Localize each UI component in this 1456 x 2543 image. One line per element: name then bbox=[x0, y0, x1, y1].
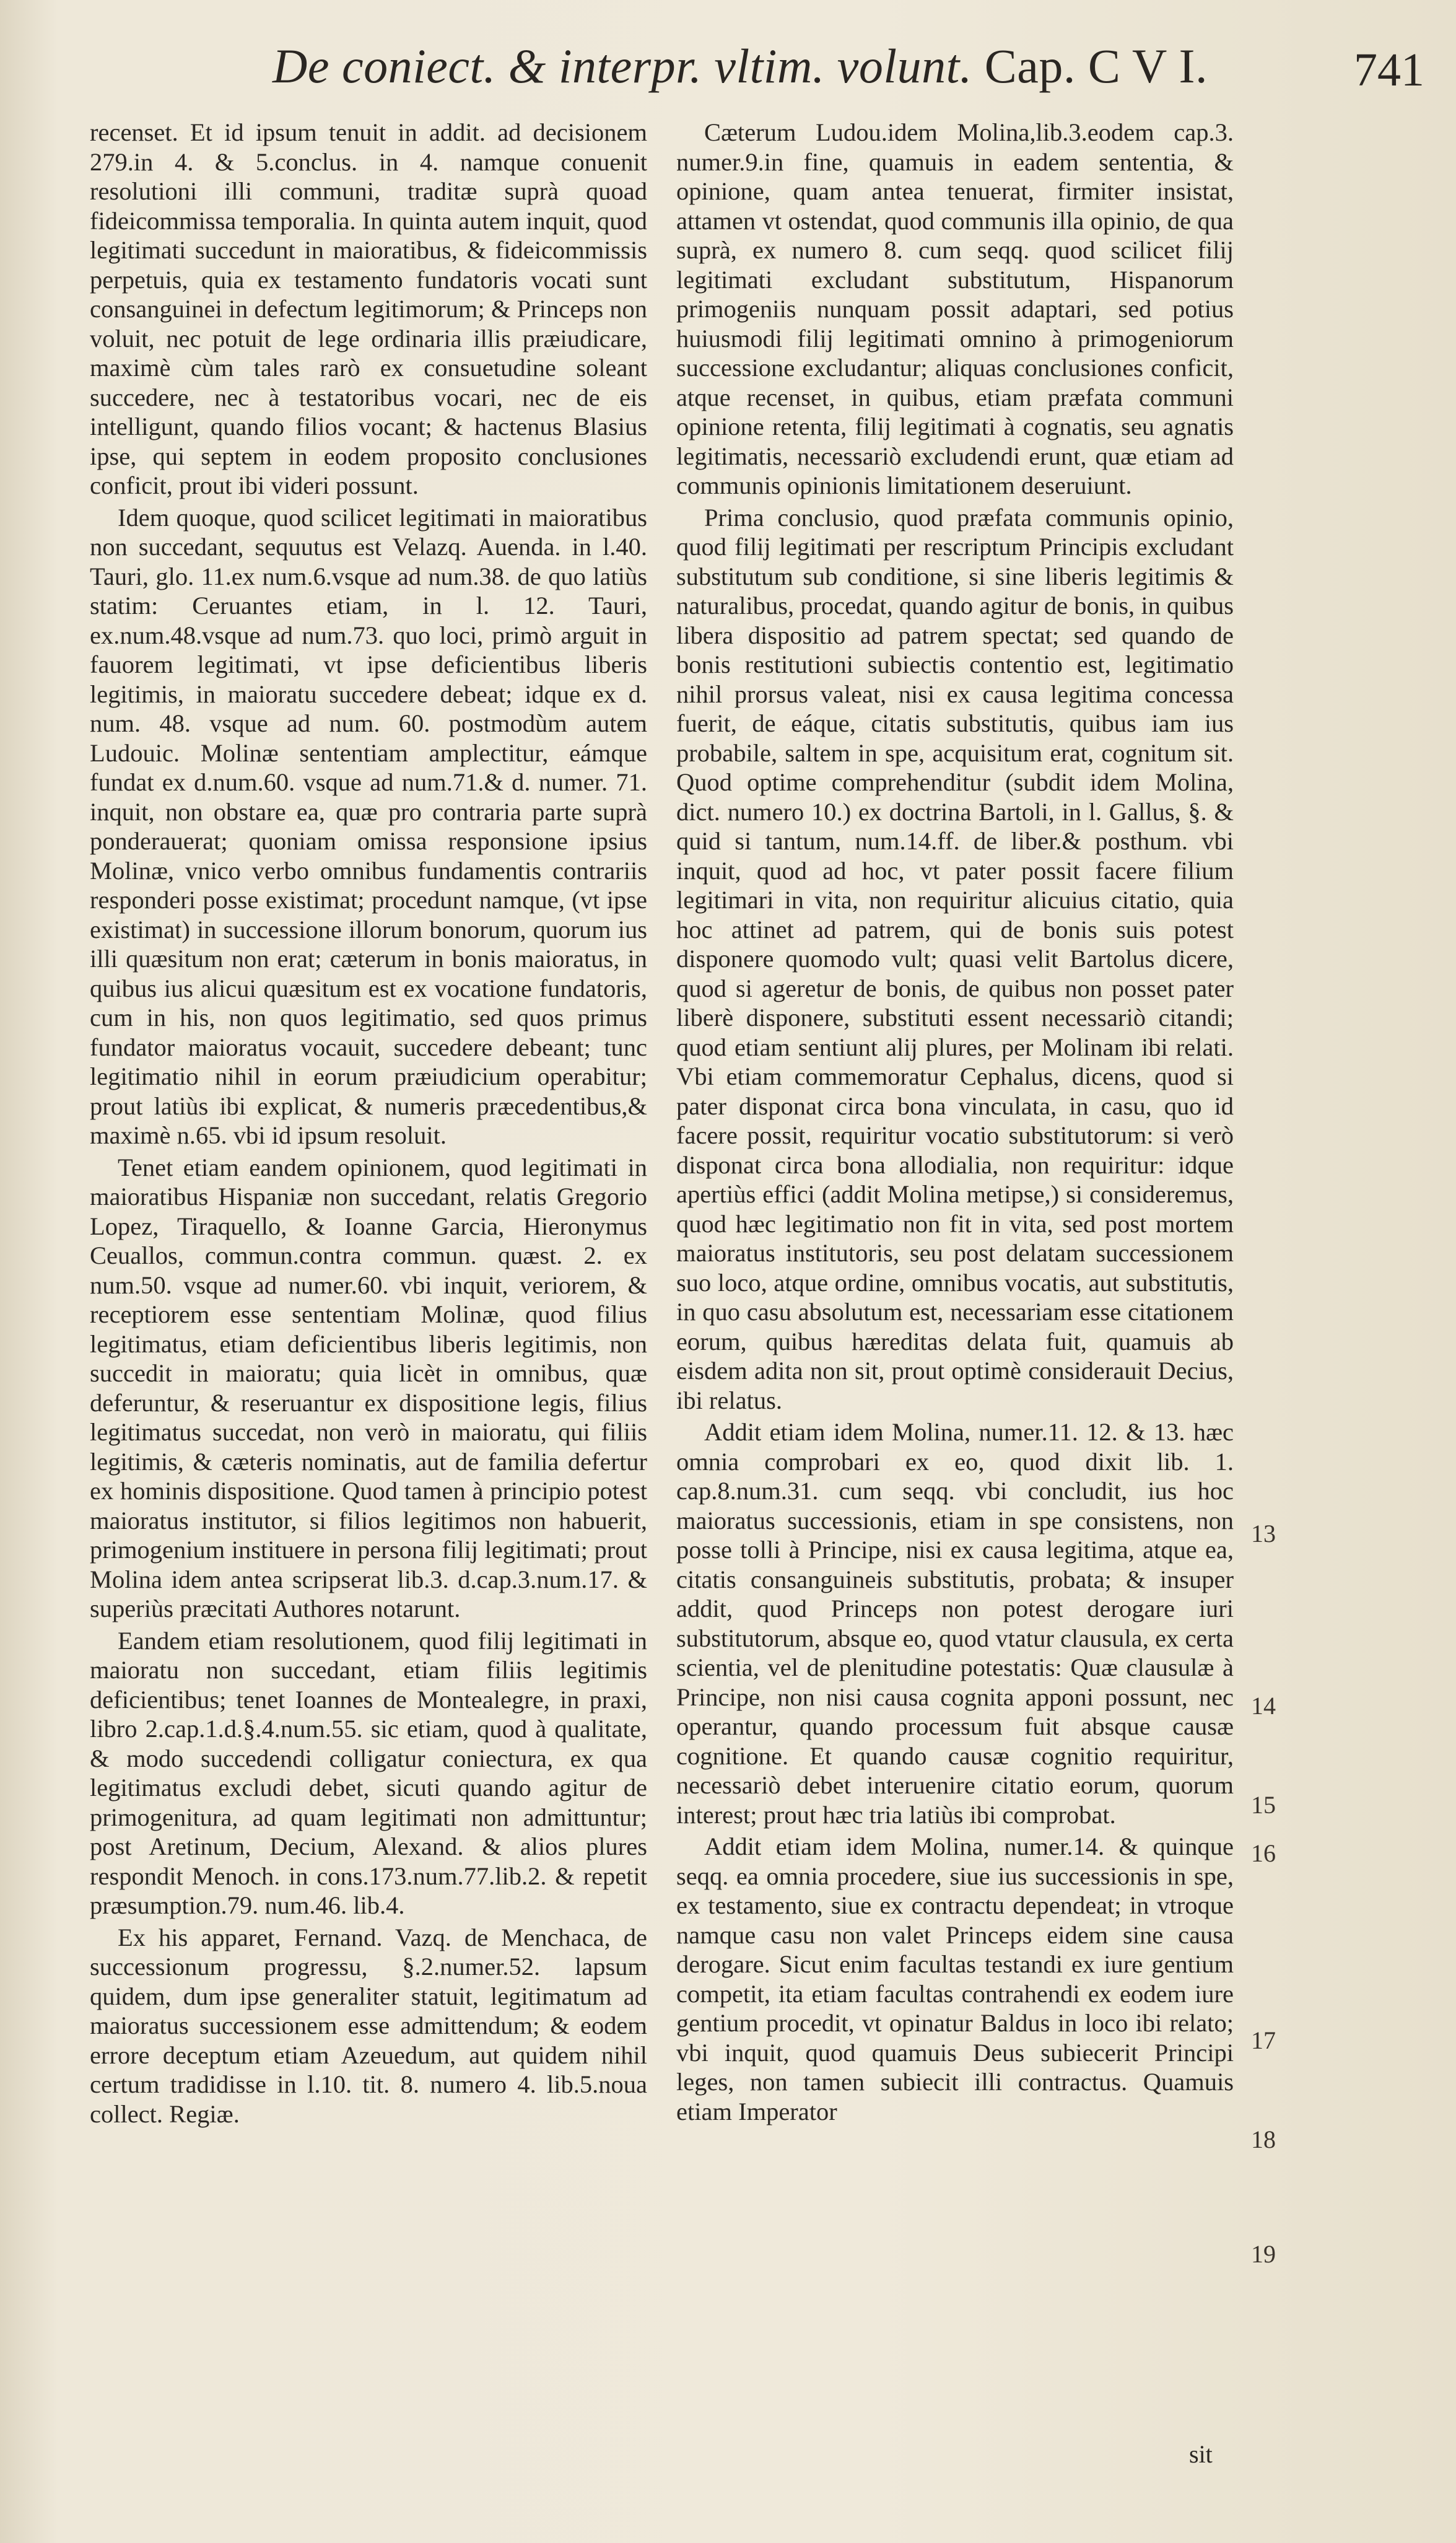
running-head-title: De coniect. & interpr. vltim. volunt. bbox=[272, 39, 972, 93]
margin-number: 17 bbox=[1251, 2026, 1276, 2054]
paragraph: Idem quoque, quod scilicet legitimati in maioratibus non succedant, sequutus est Velazq. Auenda. in l.40. Tauri, glo. 11.ex num.6.vsque ad num.38. de quo latiùs statim: Ceruantes etiam, in l. 12. Tauri, ex.num.48.vsque ad num.73. quo loci, primò arguit in fauorem legitimati, vt ipse deficientibus liberis legitimis, in maioratu succedere debeat; idque ex d. num. 48. vsque ad num. 60. postmodùm autem Ludouic. Molinæ sententiam amplectitur, eámque fundat ex d.num.60. vsque ad num.71.& d. numer. 71. inquit, non obstare ea, quæ pro contraria parte suprà ponderauerat; quoniam omissa responsione ipsius Molinæ, vnico verbo omnibus fundamentis contrariis responderi posse existimat; procedunt namque, (vt ipse existimat) in successione illorum bonorum, quorum ius illi quæsitum non erat; cæterum in bonis maioratus, in quibus ius alicui quæsitum est ex vocatione fundatoris, cum in his, non quos legitimatio, sed quos primus fundator maioratus vocauit, succedere debeant; tunc legitimatio nihil in eorum præiudicium operabitur; prout latiùs ibi explicat, & numeris præcedentibus,& maximè n.65. vbi id ipsum resoluit. bbox=[90, 503, 647, 1149]
running-head bbox=[272, 38, 1208, 94]
paragraph: Eandem etiam resolutionem, quod filij legitimati in maioratu non succedant, etiam filiis legitimis deficientibus; tenet Ioannes de Montealegre, in praxi, libro 2.cap.1.d.§.4.num.55. sic etiam, quod à qualitate, & modo succedendi colligatur coniectura, ex qua legitimatus excludi debet, sicuti quando agitur de primogenitura, ad quam legitimati non admittuntur; post Aretinum, Decium, Alexand. & alios plures respondit Menoch. in cons.173.num.77.lib.2. & repetit præsumption.79. num.46. lib.4. bbox=[90, 1626, 647, 1919]
catchword: sit bbox=[1189, 2440, 1213, 2468]
paragraph: recenset. Et id ipsum tenuit in addit. ad decisionem 279.in 4. & 5.conclus. in 4. namque conuenit resolutioni illi communi, traditæ suprà quoad fideicommissa temporalia. In quinta autem inquit, quod legitimati succedunt in maioratibus, & fideicommissis perpetuis, quia ex testamento fundatoris vocati sunt consanguinei in defectum legitimorum; & Princeps non voluit, nec potuit de lege ordinaria illis præiudicare, maximè cùm tales rarò ex consuetudine soleant succedere, nec à testatoribus vocari, nec de eis intelligunt, quando filios vocant; & hactenus Blasius ipse, qui septem in eodem proposito conclusiones conficit, prout ibi videri possunt. bbox=[90, 118, 647, 499]
page-number: 741 bbox=[1354, 44, 1424, 96]
right-column bbox=[676, 118, 1234, 2129]
paragraph: Prima conclusio, quod præfata communis opinio, quod filij legitimati per rescriptum Principis excludant substitutum sub conditione, si sine liberis legitimis & naturalibus, procedat, quando agitur de bonis, in quibus libera dispositio ad patrem spectat; sed quando de bonis restitutioni subiectis contentio est, legitimatio nihil prorsus valeat, nisi ex causa legitima concessa fuerit, de eáque, citatis substitutis, quibus iam ius probabile, saltem in spe, acquisitum erat, cognitum sit. Quod optime comprehenditur (subdit idem Molina, dict. numero 10.) ex doctrina Bartoli, in l. Gallus, §. & quid si tantum, num.14.ff. de liber.& posthum. vbi inquit, quod ad hoc, vt pater possit facere filium legitimari in vita, non requiritur alicuius citatio, quia hoc attinet ad patrem, qui de bonis suis potest disponere quomodo vult; quasi velit Bartolus dicere, quod si ageretur de bonis, de quibus non posset pater liberè disponere, substituti essent necessariò citandi; quod etiam sentiunt alij plures, per Molinam ibi relati. Vbi etiam commemoratur Cephalus, dicens, quod si pater disponat circa bona vinculata, in casu, quo id facere possit, requiritur vocatio substitutorum: si verò disponat circa bona allodialia, non requiritur: idque apertiùs effici (addit Molina metipse,) si consideremus, quod hæc legitimatio non fit in vita, sed post mortem maioratus institutoris, seu post delatam successionem suo loco, atque ordine, omnibus vocatis, aut substitutis, in quo casu absolutum est, necessariam esse citationem eorum, quibus hæreditas delata fuit, quamuis ab eisdem adita non sit, prout optimè considerauit Decius, ibi relatus. bbox=[676, 503, 1234, 1414]
margin-number: 14 bbox=[1251, 1692, 1276, 1720]
running-head-chapter: Cap. C V I. bbox=[984, 39, 1208, 93]
page-header bbox=[272, 38, 1424, 107]
margin-number: 13 bbox=[1251, 1520, 1276, 1547]
margin-number: 19 bbox=[1251, 2240, 1276, 2268]
paragraph: Ex his apparet, Fernand. Vazq. de Menchaca, de successionum progressu, §.2.numer.52. lapsum quidem, dum ipse generaliter statuit, legitimatum ad maioratus successionem esse admittendum; & eodem errore deceptum etiam Azeuedum, aut quidem nihil certum tradidisse in l.10. tit. 8. numero 4. lib.5.noua collect. Regiæ. bbox=[90, 1923, 647, 2128]
margin-number: 16 bbox=[1251, 1839, 1276, 1867]
paragraph: Cæterum Ludou.idem Molina,lib.3.eodem cap.3. numer.9.in fine, quamuis in eadem sententia, & opinione, quam antea tenuerat, firmiter insistat, attamen vt ostendat, quod communis illa opinio, de qua suprà, ex numero 8. cum seqq. quod scilicet filij legitimati excludant substitutum, Hispanorum primogeniis nunquam possit adaptari, sed potius huiusmodi filij legitimati omnino à primogeniorum successione excludantur; aliquas conclusiones conficit, atque recenset, in quibus, etiam præfata communi opinione retenta, filij legitimati à cognatis, seu agnatis legitimatis, necessariò excludendi erunt, quæ etiam ad communis opinionis limitationem deseruiunt. bbox=[676, 118, 1234, 499]
margin-number: 18 bbox=[1251, 2125, 1276, 2153]
left-column bbox=[90, 118, 647, 2131]
paragraph: Addit etiam idem Molina, numer.14. & quinque seqq. ea omnia procedere, siue ius successionis in spe, ex testamento, siue ex contractu dependeat; in vtroque namque casu non valet Princeps eidem sine causa derogare. Sicut enim facultas testandi ex iure gentium competit, ita etiam facultas contrahendi ex eodem iure gentium procedit, vt opinatur Baldus in loco ibi relato; vbi inquit, quod quamuis Deus subiecerit Principi leges, non tamen subiecit illi contractus. Quamuis etiam Imperator bbox=[676, 1832, 1234, 2125]
paragraph: Tenet etiam eandem opinionem, quod legitimati in maioratibus Hispaniæ non succedant, relatis Gregorio Lopez, Tiraquello, & Ioanne Garcia, Hieronymus Ceuallos, commun.contra commun. quæst. 2. ex num.50. vsque ad numer.60. vbi inquit, veriorem, & receptiorem esse sententiam Molinæ, quod filius legitimatus, etiam deficientibus liberis legitimis, non succedit in maioratu; quia licèt in omnibus, quæ deferuntur, & reseruantur ex dispositione legis, filius legitimatus succedat, non verò in maioratu, qui filiis legitimis, & cæteris nominatis, aut de familia defertur ex hominis dispositione. Quod tamen à principio potest maioratus institutor, si filios legitimos non habuerit, primogenium instituere in persona filij legitimati; prout Molina idem antea scripserat lib.3. d.cap.3.num.17. & superiùs præcitati Authores notarunt. bbox=[90, 1153, 647, 1622]
paragraph: Addit etiam idem Molina, numer.11. 12. & 13. hæc omnia comprobari ex eo, quod dixit lib. 1. cap.8.num.31. cum seqq. vbi concludit, ius hoc maioratus successionis, etiam in spe consistens, non posse tolli à Principe, nisi ex causa legitima, atque ea, citatis consanguineis substitutis, probata; & insuper addit, quod Princeps non potest derogare iuri substitutorum, absque eo, quod vtatur clausula, ex certa scientia, vel de plenitudine potestatis: Quæ clausulæ à Principe, non nisi causa cognita apponi possunt, nec operantur, quando processum fuit absque causæ cognitione. Et quando causæ cognitio requiritur, necessariò debet interuenire citatio eorum, quorum interest; prout hæc tria latiùs ibi comprobat. bbox=[676, 1418, 1234, 1829]
margin-number: 15 bbox=[1251, 1791, 1276, 1819]
